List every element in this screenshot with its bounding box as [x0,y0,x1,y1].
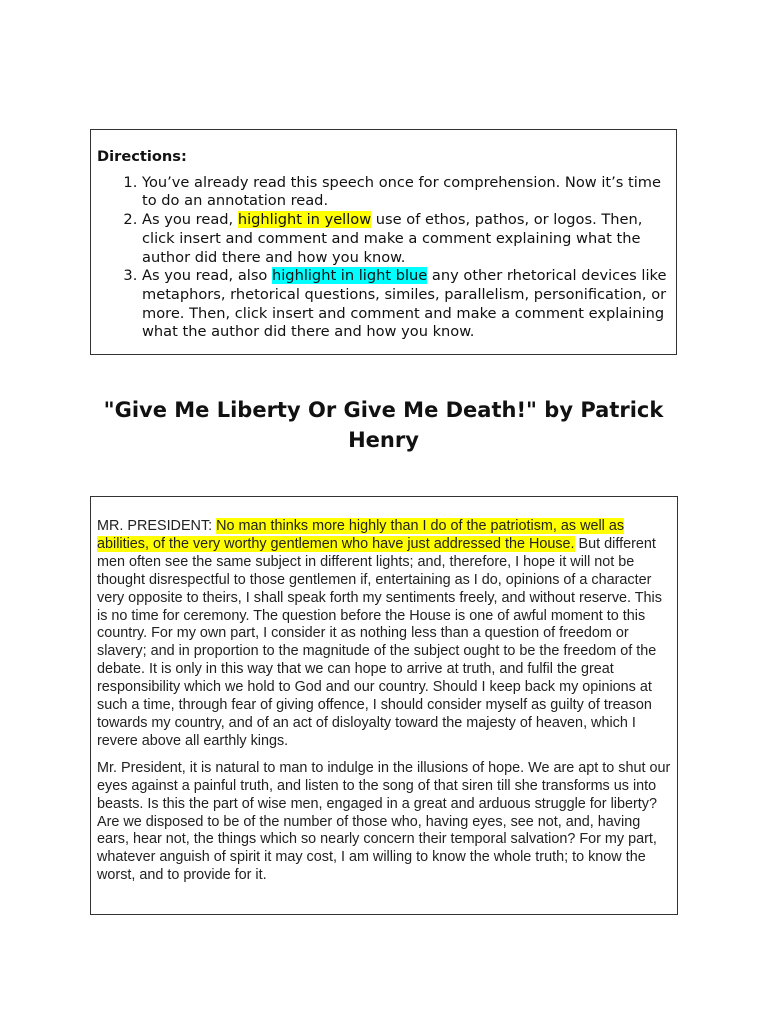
direction-item-2-after: use of ethos, pathos, or logos. Then, click insert and comment and make a comment explaining what the author did there and how you know. [142,211,643,266]
direction-item-3-after: any other rhetorical devices like metaphors, rhetorical questions, similes, parallelism, personification, or more. Then, click insert and comment and make a comment explaining what the author did there and how you know. [142,267,667,341]
directions-box [90,129,677,355]
yellow-highlight: highlight in yellow [237,211,372,229]
direction-item-2 [142,211,668,267]
speech-paragraph-1-rest: But different men often see the same subject in different lights; and, therefore, I hope it will not be thought disrespectful to those gentlemen if, entertaining as I do, opinions of a character very opposite to theirs, I shall speak forth my sentiments freely, and without reserve. This is no time for ceremony. The question before the House is one of awful moment to this country. For my own part, I consider it as nothing less than a question of freedom or slavery; and in proportion to the magnitude of the subject ought to be the freedom of the debate. It is only in this way that we can hope to arrive at truth, and fulfil the great responsibility which we hold to God and our country. Should I keep back my opinions at such a time, through fear of giving offence, I should consider myself as guilty of treason towards my country, and of an act of disloyalty toward the majesty of heaven, which I revere above all earthly kings. [97,535,662,749]
direction-item-3 [142,267,668,342]
speech-paragraph-1 [97,518,671,751]
direction-item-1 [142,174,668,211]
speech-paragraph-2: Mr. President, it is natural to man to indulge in the illusions of hope. We are apt to shut our eyes against a painful truth, and listen to the song of that siren till she transforms us into beasts. Is this the part of wise men, engaged in a great and arduous struggle for liberty? Are we disposed to be of the number of those who, having eyes, see not, and, having ears, hear not, the things which so nearly concern their temporal salvation? For my part, whatever anguish of spirit it may cost, I am willing to know the whole truth; to know the worst, and to provide for it. [97,759,671,884]
light-blue-highlight: highlight in light blue [272,267,428,285]
speech-highlighted-passage: No man thinks more highly than I do of the patriotism, as well as abilities, of the very worthy gentlemen who have just addressed the House. [97,518,625,552]
direction-item-1-text: You’ve already read this speech once for comprehension. Now it’s time to do an annotation read. [142,173,661,210]
speech-paragraph-1-lead: MR. PRESIDENT: [97,518,217,534]
direction-item-3-before: As you read, also [142,267,272,285]
directions-heading: Directions: [97,148,187,165]
speech-title: "Give Me Liberty Or Give Me Death!" by Patrick Henry [103,398,664,452]
direction-item-2-before: As you read, [142,211,238,229]
speech-text-box [90,496,678,915]
directions-list [97,174,668,342]
